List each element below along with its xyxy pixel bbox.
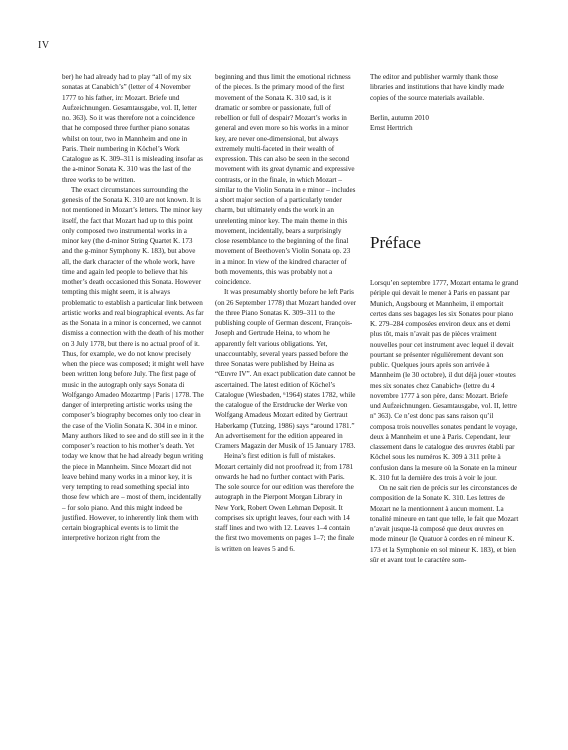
acknowledgement-paragraph: The editor and publisher warmly thank those libraries and institutions that have kindly made copies of the source materials available. xyxy=(370,73,505,102)
paragraph: beginning and thus limit the emotional richness of the pieces. Is the primary mood of the first movement of the Sonata K. 310 sad, is it dramatic or sombre or passionate, full of rebellion or full of despair? Mozart’s works in general and even more so his works in a minor key, are never one-dimensional, but always extremely multi-faceted in their wealth of expression. This can also be seen in the second movement with its great dynamic and expressive contrasts, or in the finale, in which Mozart – similar to the Violin Sonata in e minor – includes a short major section of a particularly tender charm, but ultimately ends the work in an unrelenting minor key. The main theme in this movement, incidentally, bears a surprisingly close resemblance to the beginning of the final movement of Beethoven’s Violin Sonata op. 23 in a minor. In view of the kindred character of both movements, this was probably not a coincidence. xyxy=(215,73,356,286)
paragraph: On ne sait rien de précis sur les circonstances de composition de la Sonate K. 310. Les lettres de Mozart ne la mentionnent à aucun moment. La tonalité mineure en tant que telle, le fait que Mozart n’avait jusque-là composé que deux œuvres en mode mineur (le Quatuor à cordes en ré mineur K. 173 et la Symphonie en sol mineur K. 183), et bien sûr et avant tout le caractère som- xyxy=(370,484,519,564)
paragraph: The exact circumstances surrounding the genesis of the Sonata K. 310 are not known. It is not mentioned in Mozart’s letters. The minor key itself, the fact that Mozart had up to this point only composed two instrumental works in a minor key (the d-minor String Quartet K. 173 and the g-minor Symphony K. 183), but above all, the dark character of the whole work, have time and again led people to believe that his mother’s death occasioned this Sonata. However tempting this might seem, it is always problematic to establish a particular link between artistic works and real biographical events. As far as the Sonata in a minor is concerned, we cannot dismiss a connection with the death of his mother on 3 July 1778, but there is no actual proof of it. Thus, for example, we do not know precisely when the piece was composed; it might well have been written long before July. The first page of music in the autograph only says Sonata di Wolfgango Amadeo Mozartmp | Paris | 1778. The danger of interpreting artistic works using the composer’s biography becomes only too clear in the case of the Violin Sonata K. 304 in e minor. Many authors liked to see and do still see in it the composer’s reaction to his mother’s death. Yet today we know that he had already begun writing the piece in Mannheim. Since Mozart did not leave behind many works in a minor key, it is very tempting to read something special into those few which are – most of them, incidentally – for solo piano. And this might indeed be justified. However, to inherently link them with certain biographical events is to limit the interpretive horizon right from the xyxy=(62,185,204,543)
paragraph: It was presumably shortly before he left Paris (on 26 September 1778) that Mozart handed over the three Piano Sonatas K. 309–311 to the publishing couple of German descent, François-Joseph and Gertrude Heina, to whom he apparently felt various obligations. Yet, unaccountably, several years passed before the three Sonatas were published by Heina as “Œuvre IV”. An exact publication date cannot be ascertained. The latest edition of Köchel’s Catalogue (Wiesbaden, ⁶1964) states 1782, while the catalogue of the Erstdrucke der Werke von Wolfgang Amadeus Mozart edited by Gertraut Haberkamp (Tutzing, 1986) says “around 1781.” An advertisement for the edition appeared in Cramers Magazin der Musik of 15 January 1783. xyxy=(215,288,356,450)
column-right-top xyxy=(370,72,520,133)
author-name: Ernst Herttrich xyxy=(370,124,413,132)
column-french xyxy=(370,278,520,565)
section-heading-preface: Préface xyxy=(370,233,421,252)
paragraph: ber) he had already had to play “all of my six sonatas at Canabich’s” (letter of 4 November 1777 to his father, in: Mozart. Briefe und Aufzeichnungen. Gesamtausgabe, vol. II, letter no. 363). So it was therefore not a coincidence that he composed three further piano sonatas whilst on tour, two in Mannheim and one in Paris. Their numbering in Köchel’s Work Catalogue as K. 309–311 is misleading insofar as the a-minor Sonata K. 310 was the last of the three works to be written. xyxy=(62,73,203,184)
place-date: Berlin, autumn 2010 xyxy=(370,113,429,122)
paragraph: Heina’s first edition is full of mistakes. Mozart certainly did not proofread it; from 1781 onwards he had no further contact with Paris. The sole source for our edition was therefore the autograph in the Pierpont Morgan Library in New York, Robert Owen Lehman Deposit. It comprises six upright leaves, four each with 14 staff lines and two with 12. Leaves 1–4 contain the first two movements on pages 1–7; the finale is written on leaves 5 and 6. xyxy=(215,452,355,553)
paragraph: Lorsqu’en septembre 1777, Mozart entama le grand périple qui devait le mener à Paris en passant par Munich, Augsbourg et Mannheim, il emportait certes dans ses bagages les six Sonates pour piano K. 279–284 composées environ deux ans et demi plus tôt, mais n’avait pas de pièces vraiment nouvelles pour cet instrument avec lequel il devait pourtant se présenter régulièrement devant son public. Quelques jours après son arrivée à Mannheim (le 30 octobre), il dut déjà jouer «toutes mes six sonates chez Canabich» (lettre du 4 novembre 1777 à son père, dans: Mozart. Briefe und Aufzeichnungen. Gesamtausgabe, vol. II, lettre nº 363). Ce n’est donc pas sans raison qu’il composa trois nouvelles sonates pendant le voyage, deux à Mannheim et une à Paris. Cependant, leur classement dans le catalogue des œuvres établi par Köchel sous les numéros K. 309 à 311 prête à confusion dans la mesure où la Sonate en la mineur K. 310 fut la dernière des trois à voir le jour. xyxy=(370,279,519,482)
column-english-middle xyxy=(215,72,357,554)
page-number: IV xyxy=(38,40,50,51)
column-english-left xyxy=(62,72,204,544)
